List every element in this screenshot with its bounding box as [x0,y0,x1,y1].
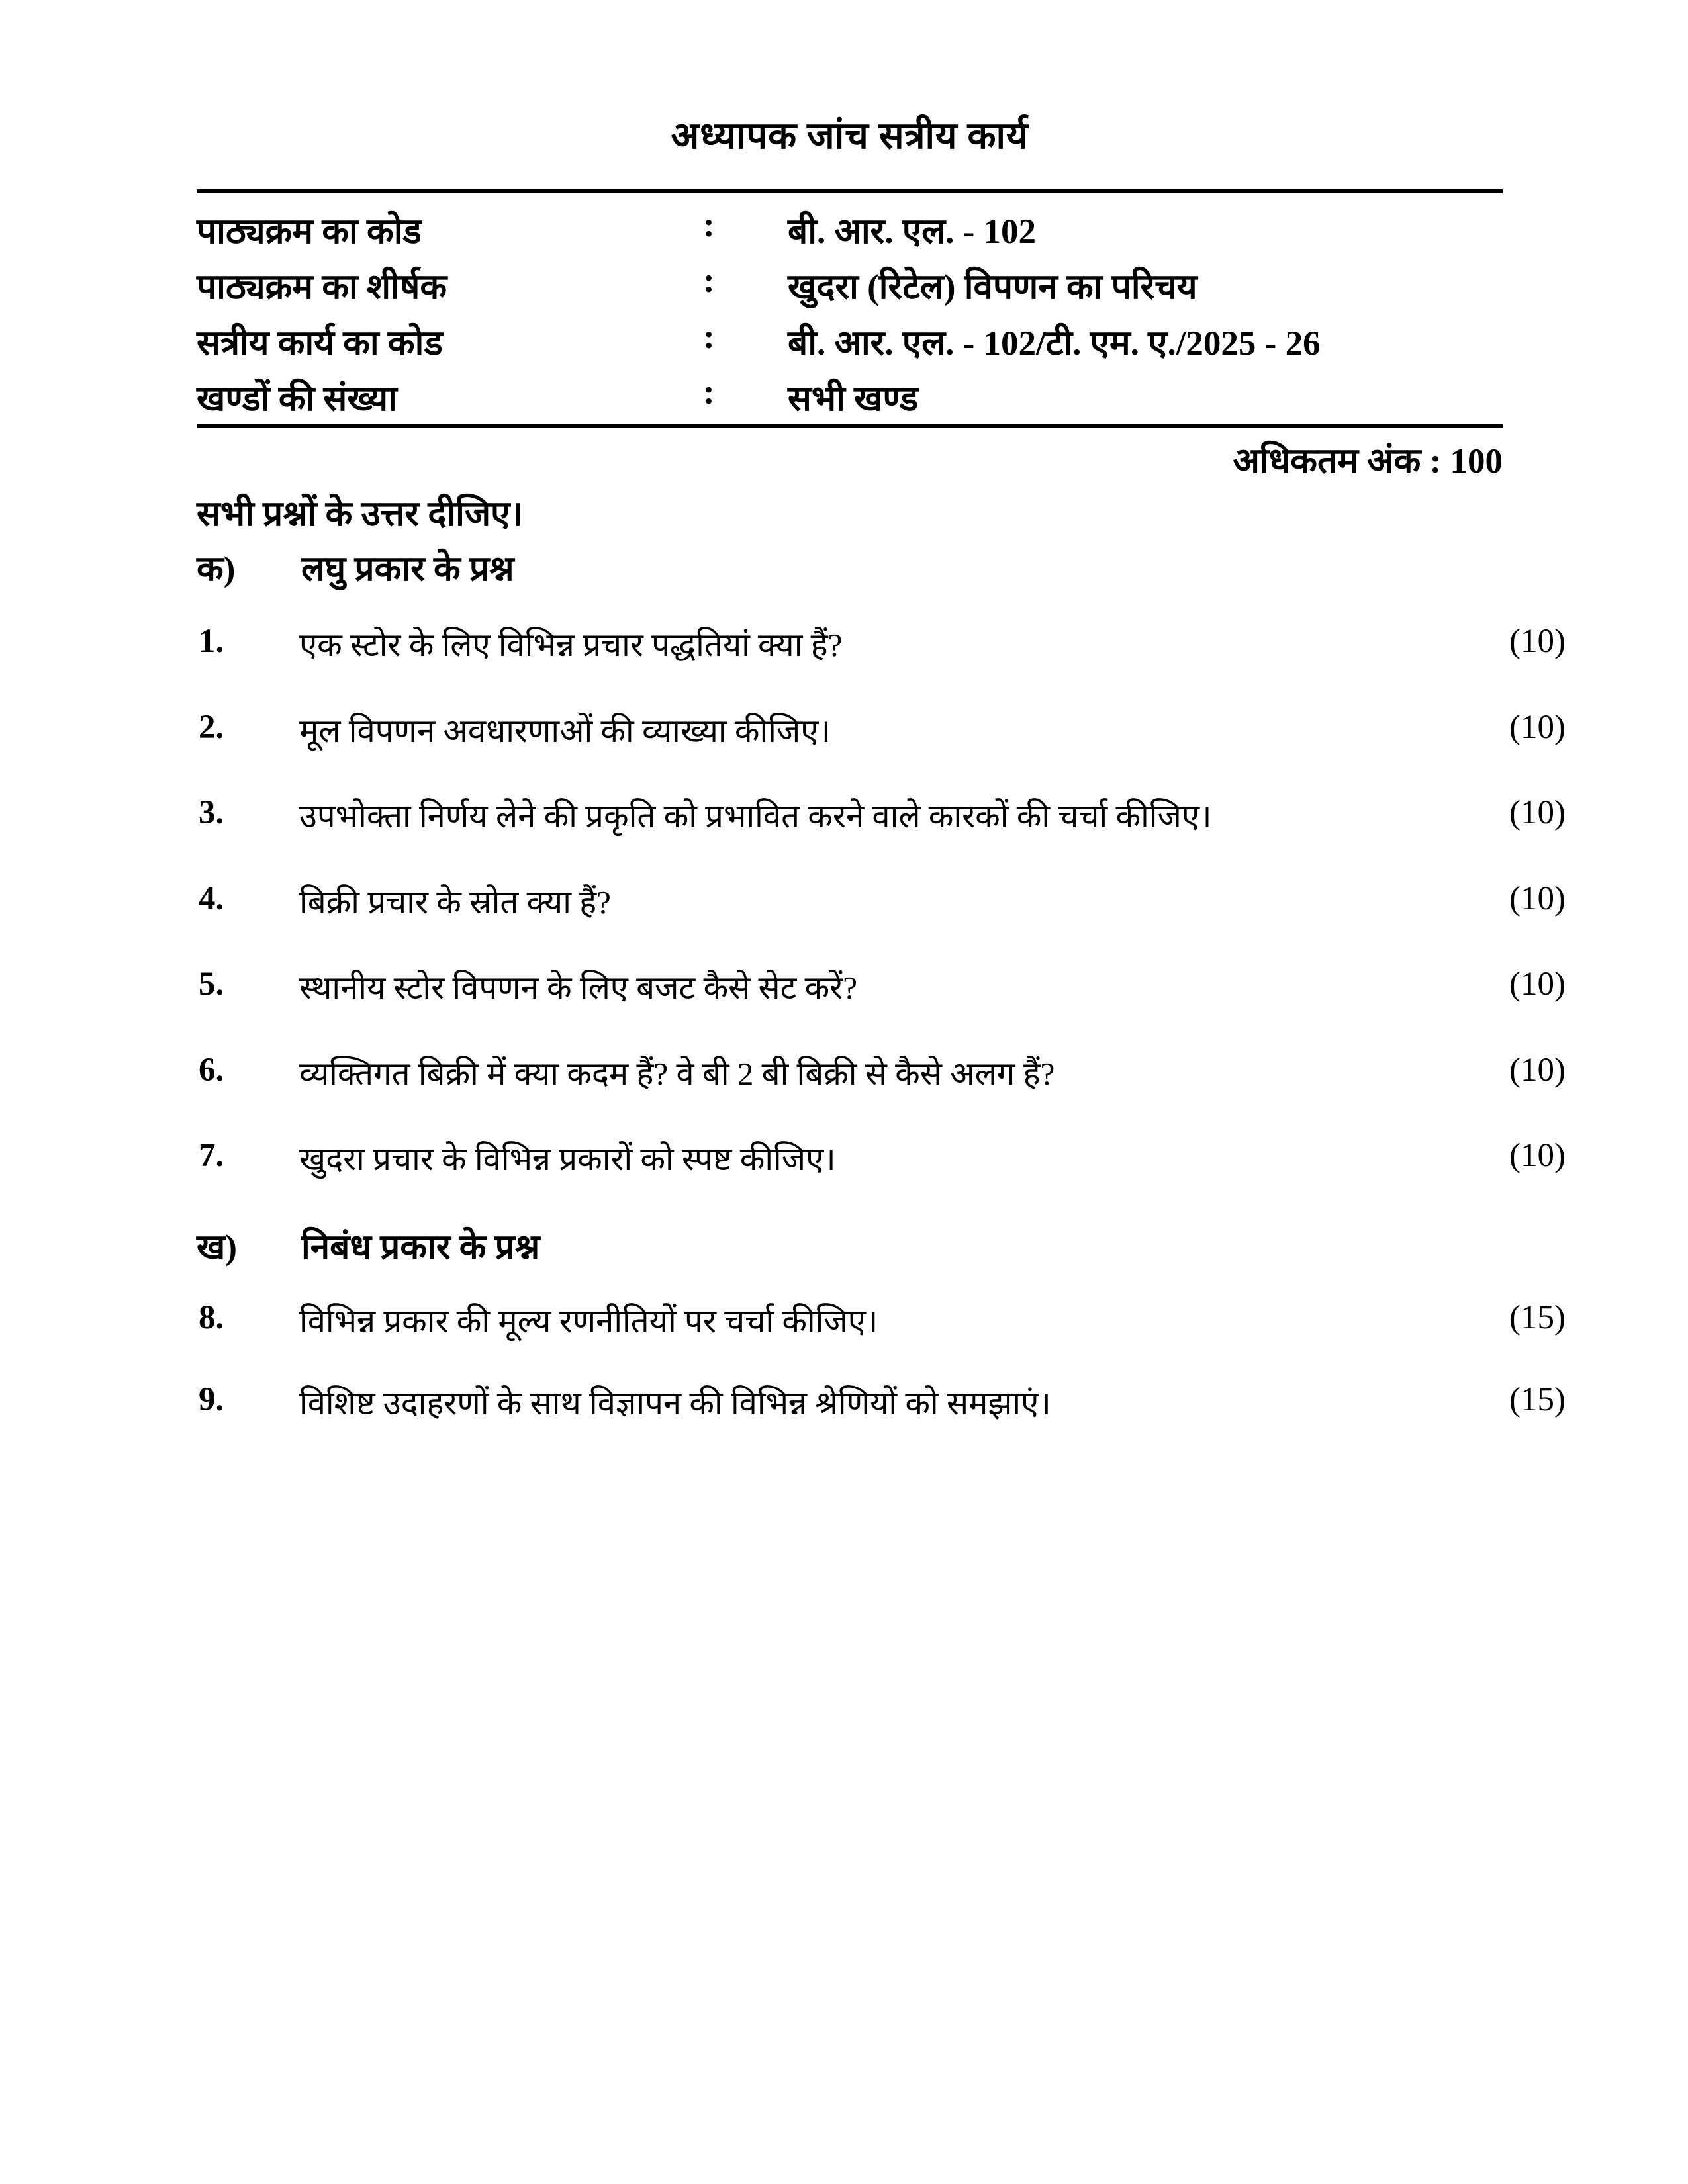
question-marks: (10) [1509,709,1566,746]
question-number: 3. [199,794,224,831]
meta-value: बी. आर. एल. - 102 [788,212,1036,251]
question-text: उपभोक्ता निर्णय लेने की प्रकृति को प्रभावित करने वाले कारकों की चर्चा कीजिए। [299,798,1212,835]
max-marks: अधिकतम अंक : 100 [1233,442,1503,480]
question-marks: (15) [1509,1299,1566,1336]
meta-colon: : [703,373,715,412]
question-text: स्थानीय स्टोर विपणन के लिए बजट कैसे सेट करें? [299,970,857,1006]
question-text: विशिष्ट उदाहरणों के साथ विज्ञापन की विभिन्न श्रेणियों को समझाएं। [299,1385,1051,1422]
question-number: 1. [199,623,224,660]
question-marks: (10) [1509,1052,1566,1089]
question-marks: (10) [1509,966,1566,1003]
instruction: सभी प्रश्नों के उत्तर दीजिए। [197,495,524,533]
header-rule-top [197,189,1503,193]
question-number: 9. [199,1381,224,1418]
meta-label: पाठ्यक्रम का कोड [197,212,422,251]
meta-colon: : [703,318,715,356]
meta-label: खण्डों की संख्या [197,380,397,418]
question-text: एक स्टोर के लिए विभिन्न प्रचार पद्धतियां क्या हैं? [299,627,843,663]
question-marks: (10) [1509,880,1566,917]
meta-value: बी. आर. एल. - 102/टी. एम. ए./2025 - 26 [788,324,1321,363]
question-number: 4. [199,880,224,917]
meta-row-course-code [197,205,1566,253]
question-text: बिक्री प्रचार के स्रोत क्या हैं? [299,884,611,921]
meta-row-assignment-code [197,317,1566,365]
section-heading: लघु प्रकार के प्रश्न [301,550,514,588]
question-number: 8. [199,1299,224,1336]
section-heading: निबंध प्रकार के प्रश्न [301,1228,540,1267]
page-title: अध्यापक जांच सत्रीय कार्य [671,116,1029,157]
question-text: खुदरा प्रचार के विभिन्न प्रकारों को स्पष्ट कीजिए। [299,1141,836,1177]
question-marks: (10) [1509,623,1566,660]
question-marks: (10) [1509,1137,1566,1174]
question-number: 5. [199,966,224,1003]
question-number: 6. [199,1052,224,1089]
meta-label: पाठ्यक्रम का शीर्षक [197,268,447,306]
meta-colon: : [703,206,715,244]
question-number: 2. [199,709,224,746]
question-text: व्यक्तिगत बिक्री में क्या कदम हैं? वे बी 2 बी बिक्री से कैसे अलग हैं? [299,1056,1055,1092]
meta-colon: : [703,261,715,300]
section-marker: ख) [197,1228,238,1267]
question-marks: (10) [1509,794,1566,831]
meta-row-course-title [197,261,1566,309]
question-number: 7. [199,1137,224,1174]
meta-row-blocks-count [197,373,1566,421]
meta-label: सत्रीय कार्य का कोड [197,324,443,363]
question-marks: (15) [1509,1381,1566,1418]
meta-value: खुदरा (रिटेल) विपणन का परिचय [788,268,1197,306]
question-text: मूल विपणन अवधारणाओं की व्याख्या कीजिए। [299,713,831,749]
header-rule-bottom [197,424,1503,428]
question-text: विभिन्न प्रकार की मूल्य रणनीतियों पर चर्चा कीजिए। [299,1303,878,1340]
meta-value: सभी खण्ड [788,380,918,418]
section-marker: क) [197,550,236,588]
